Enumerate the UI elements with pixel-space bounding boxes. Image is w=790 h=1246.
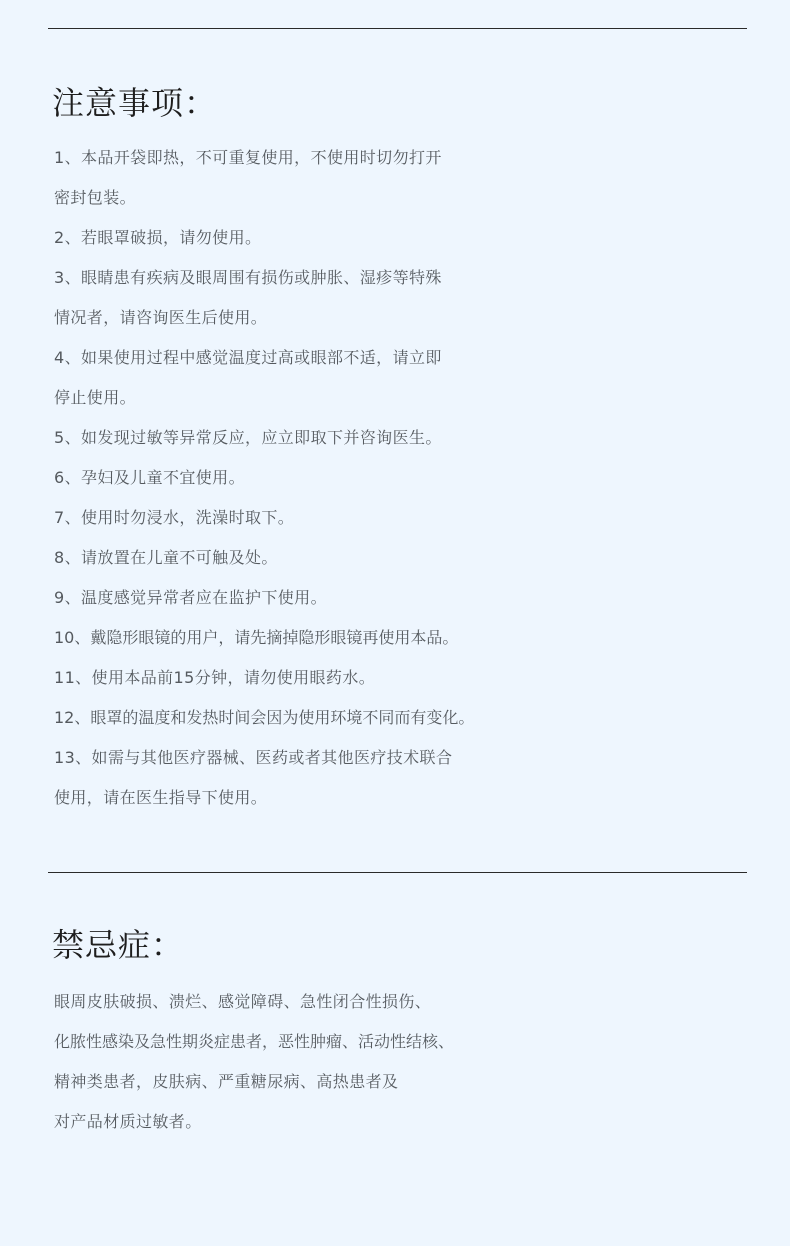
precaution-line: 7、使用时勿浸水，洗澡时取下。 [54, 508, 295, 527]
contraindication-line: 化脓性感染及急性期炎症患者，恶性肿瘤、活动性结核、 [54, 1032, 455, 1051]
top-divider [48, 28, 747, 29]
contraindications-title: 禁忌症： [52, 926, 185, 964]
contraindications-list [54, 982, 790, 1142]
precaution-line: 12、眼罩的温度和发热时间会因为使用环境不同而有变化。 [54, 708, 475, 727]
precaution-line: 情况者，请咨询医生后使用。 [54, 308, 268, 327]
precaution-line: 8、请放置在儿童不可触及处。 [54, 548, 278, 567]
precaution-line: 密封包装。 [54, 188, 137, 207]
precaution-line: 使用，请在医生指导下使用。 [54, 788, 268, 807]
precautions-title: 注意事项： [52, 84, 218, 122]
precaution-line: 5、如发现过敏等异常反应，应立即取下并咨询医生。 [54, 428, 442, 447]
contraindication-line: 精神类患者，皮肤病、严重糖尿病、高热患者及 [54, 1072, 399, 1091]
precaution-line: 6、孕妇及儿童不宜使用。 [54, 468, 245, 487]
precaution-line: 4、如果使用过程中感觉温度过高或眼部不适，请立即 [54, 348, 442, 367]
contraindication-line: 眼周皮肤破损、溃烂、感觉障碍、急性闭合性损伤、 [54, 992, 432, 1011]
precaution-line: 9、温度感觉异常者应在监护下使用。 [54, 588, 327, 607]
precaution-line: 3、眼睛患有疾病及眼周围有损伤或肿胀、湿疹等特殊 [54, 268, 442, 287]
precaution-line: 2、若眼罩破损，请勿使用。 [54, 228, 262, 247]
precaution-line: 10、戴隐形眼镜的用户，请先摘掉隐形眼镜再使用本品。 [54, 628, 459, 647]
precaution-line: 1、本品开袋即热，不可重复使用，不使用时切勿打开 [54, 148, 442, 167]
precaution-line: 13、如需与其他医疗器械、医药或者其他医疗技术联合 [54, 748, 453, 767]
middle-divider [48, 872, 747, 873]
contraindication-line: 对产品材质过敏者。 [54, 1112, 202, 1131]
precautions-list [54, 138, 790, 818]
precaution-line: 11、使用本品前15分钟，请勿使用眼药水。 [54, 668, 376, 687]
precaution-line: 停止使用。 [54, 388, 137, 407]
